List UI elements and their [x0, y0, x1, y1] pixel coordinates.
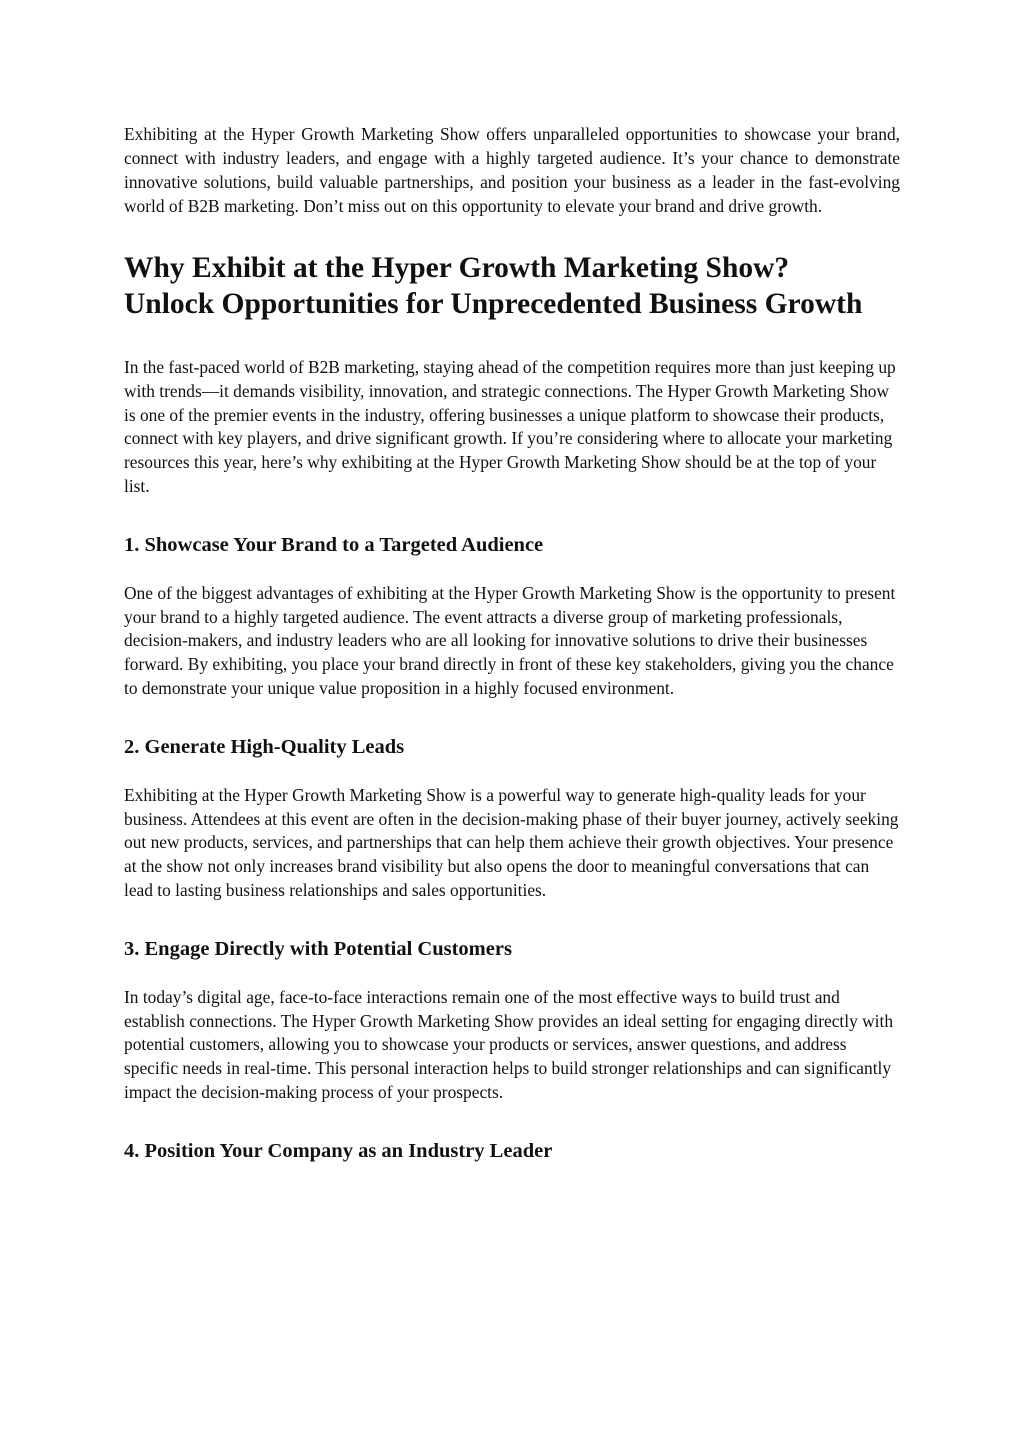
- main-heading: Why Exhibit at the Hyper Growth Marketing Show? Unlock Opportunities for Unprecedented Business Growth: [124, 252, 863, 320]
- document-page: [124, 122, 900, 1188]
- opening-paragraph: In the fast-paced world of B2B marketing, staying ahead of the competition requires more than just keeping up with trends—it demands visibility, innovation, and strategic connections. The Hyper Growth Marketing Show is one of the premier events in the industry, offering businesses a unique platform to showcase their products, connect with key players, and drive significant growth. If you’re considering where to allocate your marketing resources this year, here’s why exhibiting at the Hyper Growth Marketing Show should be at the top of your list.: [124, 357, 896, 496]
- section-body-3: In today’s digital age, face-to-face interactions remain one of the most effective ways to build trust and establish connections. The Hyper Growth Marketing Show provides an ideal setting for engaging directly with potential customers, allowing you to showcase your products or services, answer questions, and address specific needs in real-time. This personal interaction helps to build stronger relationships and can significantly impact the decision-making process of your prospects.: [124, 986, 894, 1102]
- intro-paragraph: Exhibiting at the Hyper Growth Marketing Show offers unparalleled opportunities to showcase your brand, connect with industry leaders, and engage with a highly targeted audience. It’s your chance to demonstrate innovative solutions, build valuable partnerships, and position your business as a leader in the fast-evolving world of B2B marketing. Don’t miss out on this opportunity to elevate your brand and drive growth.: [124, 124, 900, 216]
- section-body-1: One of the biggest advantages of exhibiting at the Hyper Growth Marketing Show is the opportunity to present your brand to a highly targeted audience. The event attracts a diverse group of marketing professionals, decision-makers, and industry leaders who are all looking for innovative solutions to drive their businesses forward. By exhibiting, you place your brand directly in front of these key stakeholders, giving you the chance to demonstrate your unique value proposition in a highly focused environment.: [124, 582, 896, 698]
- section-body-2: Exhibiting at the Hyper Growth Marketing Show is a powerful way to generate high-quality leads for your business. Attendees at this event are often in the decision-making phase of their buyer journey, actively seeking out new products, services, and partnerships that can help them achieve their growth objectives. Your presence at the show not only increases brand visibility but also opens the door to meaningful conversations that can lead to lasting business relationships and sales opportunities.: [124, 784, 899, 900]
- section-heading-3: 3. Engage Directly with Potential Customers: [124, 937, 512, 960]
- section-heading-4: 4. Position Your Company as an Industry Leader: [124, 1139, 553, 1162]
- section-heading-2: 2. Generate High-Quality Leads: [124, 735, 405, 758]
- section-heading-1: 1. Showcase Your Brand to a Targeted Audience: [124, 533, 544, 556]
